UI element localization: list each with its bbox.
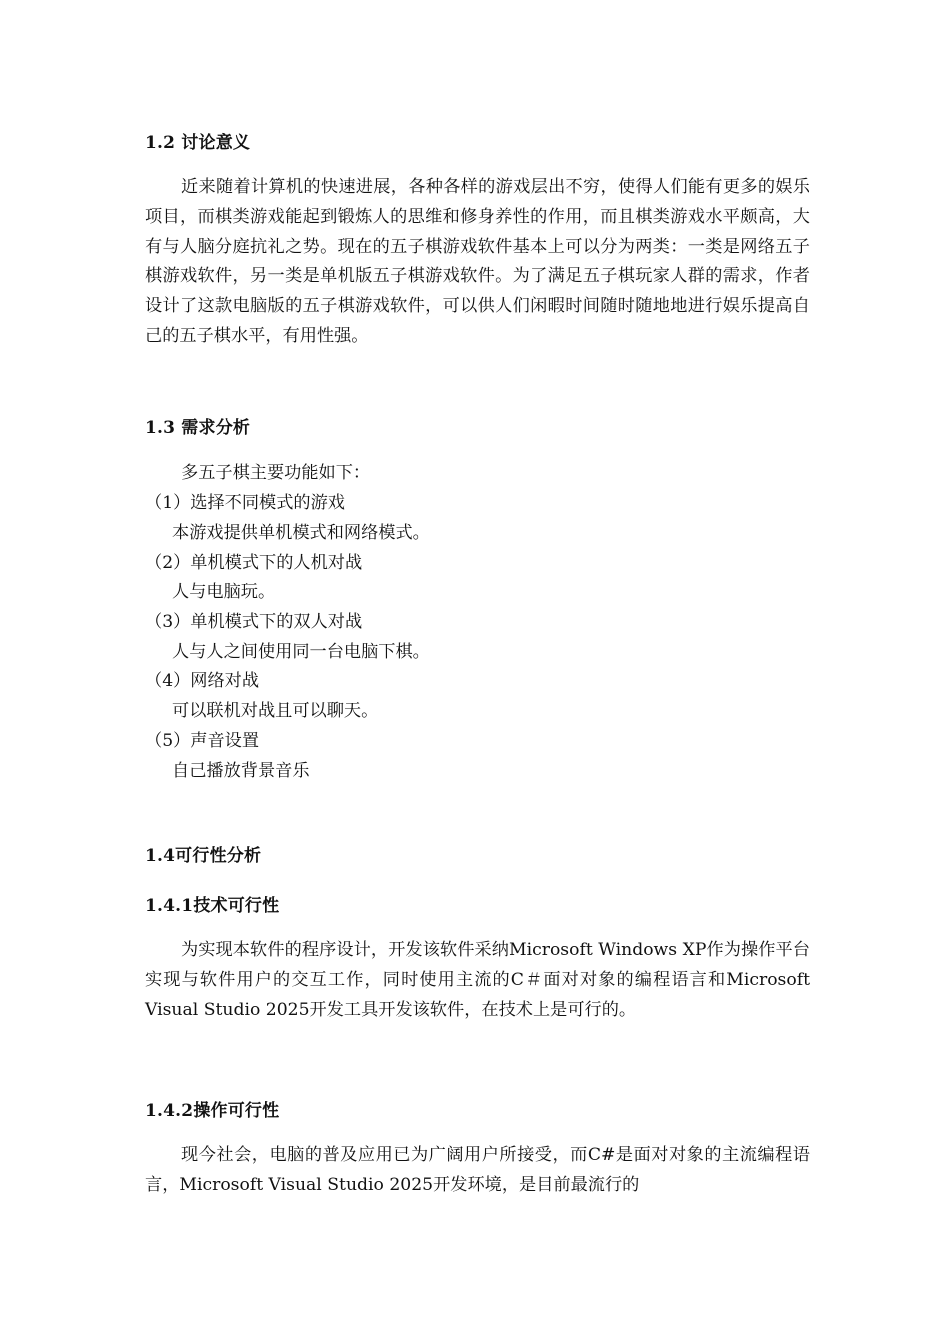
- section-heading-1-4-2: 1.4.2操作可行性: [145, 1101, 280, 1121]
- section-heading-1-4-1: 1.4.1技术可行性: [145, 896, 280, 916]
- section-1-4-1-paragraph: 为实现本软件的程序设计，开发该软件采纳Microsoft Windows XP作为操作平台实现与软件用户的交互工作，同时使用主流的C＃面对对象的编程语言和Microsoft Visual Studio 2025开发工具开发该软件，在技术上是可行的。: [145, 940, 810, 1020]
- requirement-item-title: （5）声音设置: [145, 731, 260, 751]
- section-1-4-2-paragraph: 现今社会，电脑的普及应用已为广阔用户所接受，而C#是面对对象的主流编程语言，Microsoft Visual Studio 2025开发环境，是目前最流行的: [145, 1145, 810, 1195]
- requirements-intro: 多五子棋主要功能如下：: [181, 463, 371, 483]
- requirement-item-title: （1）选择不同模式的游戏: [145, 493, 345, 513]
- section-heading-1-2: 1.2 讨论意义: [145, 133, 251, 153]
- section-heading-1-3: 1.3 需求分析: [145, 418, 251, 438]
- requirement-item-title: （2）单机模式下的人机对战: [145, 553, 363, 573]
- requirement-item-desc: 自己播放背景音乐: [172, 761, 310, 781]
- requirement-item-desc: 人与人之间使用同一台电脑下棋。: [172, 642, 430, 662]
- requirement-item-desc: 本游戏提供单机模式和网络模式。: [172, 523, 430, 543]
- requirement-item-title: （3）单机模式下的双人对战: [145, 612, 363, 632]
- requirement-item-desc: 人与电脑玩。: [172, 582, 276, 602]
- section-heading-1-4: 1.4可行性分析: [145, 846, 262, 866]
- section-1-2-paragraph: 近来随着计算机的快速进展，各种各样的游戏层出不穷，使得人们能有更多的娱乐项目，而棋类游戏能起到锻炼人的思维和修身养性的作用，而且棋类游戏水平颇高，大有与人脑分庭抗礼之势。现在的五子棋游戏软件基本上可以分为两类：一类是网络五子棋游戏软件，另一类是单机版五子棋游戏软件。为了满足五子棋玩家人群的需求，作者设计了这款电脑版的五子棋游戏软件，可以供人们闲暇时间随时随地地进行娱乐提高自己的五子棋水平，有用性强。: [145, 177, 810, 346]
- requirement-item-desc: 可以联机对战且可以聊天。: [172, 701, 379, 721]
- requirement-item-title: （4）网络对战: [145, 671, 260, 691]
